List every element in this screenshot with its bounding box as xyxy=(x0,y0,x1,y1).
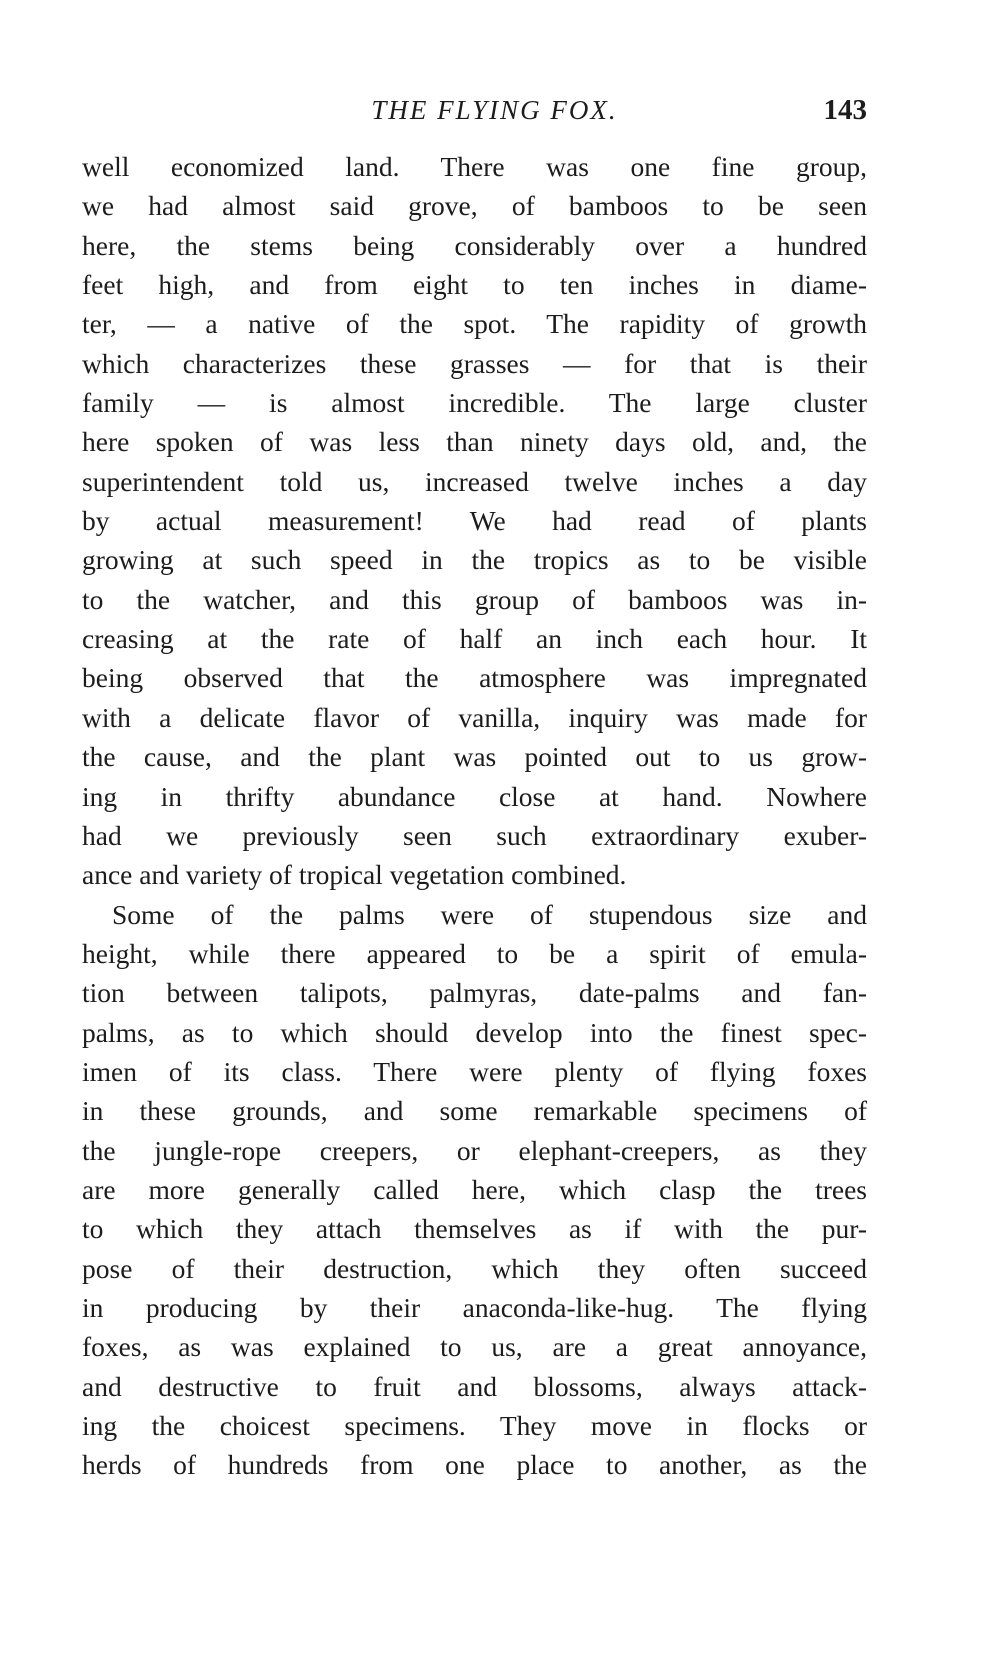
text-line: to which they attach themselves as if with the pur- xyxy=(82,1213,867,1245)
text-line: ing the choicest specimens. They move in flocks or xyxy=(82,1410,867,1441)
text-line: ter, — a native of the spot. The rapidity of growth xyxy=(82,308,867,340)
text-line: which characterizes these grasses — for that is their xyxy=(82,347,867,379)
text-line: by actual measurement! We had read of plants xyxy=(82,505,867,537)
text-line: the cause, and the plant was pointed out to us grow- xyxy=(82,741,867,773)
text-line: height, while there appeared to be a spirit of emula- xyxy=(82,937,867,969)
text-line: to the watcher, and this group of bamboos was in- xyxy=(82,583,867,615)
text-line: feet high, and from eight to ten inches in diame- xyxy=(82,269,867,301)
text-line: we had almost said grove, of bamboos to be seen xyxy=(82,190,867,222)
text-line: growing at such speed in the tropics as to be visible xyxy=(82,544,867,576)
text-line: in producing by their anaconda-like-hug. The flying xyxy=(82,1291,867,1323)
text-line: in these grounds, and some remarkable specimens of xyxy=(82,1095,867,1127)
text-line: palms, as to which should develop into the finest spec- xyxy=(82,1016,867,1048)
body-text xyxy=(82,147,867,1485)
text-line: pose of their destruction, which they often succeed xyxy=(82,1252,867,1284)
text-line: here, the stems being considerably over a hundred xyxy=(82,229,867,261)
text-line: the jungle-rope creepers, or elephant-creepers, as they xyxy=(82,1134,867,1166)
text-line: herds of hundreds from one place to another, as the xyxy=(82,1449,867,1481)
text-line: Some of the palms were of stupendous size and xyxy=(112,898,867,930)
text-line: family — is almost incredible. The large cluster xyxy=(82,387,867,419)
text-line: are more generally called here, which clasp the trees xyxy=(82,1173,867,1205)
running-title: THE FLYING FOX. xyxy=(371,95,618,125)
page-number: 143 xyxy=(823,94,867,126)
paragraph-2 xyxy=(82,895,867,1485)
text-line: creasing at the rate of half an inch each hour. It xyxy=(82,623,867,655)
text-line: with a delicate flavor of vanilla, inquiry was made for xyxy=(82,701,867,733)
text-line: here spoken of was less than ninety days old, and, the xyxy=(82,426,867,458)
text-line: being observed that the atmosphere was impregnated xyxy=(82,662,867,694)
text-line: tion between talipots, palmyras, date-palms and fan- xyxy=(82,977,867,1009)
text-line: imen of its class. There were plenty of flying foxes xyxy=(82,1055,867,1087)
text-line: had we previously seen such extraordinary exuber- xyxy=(82,819,867,851)
paragraph-1 xyxy=(82,147,867,895)
text-line: foxes, as was explained to us, are a great annoyance, xyxy=(82,1331,867,1363)
text-line: well economized land. There was one fine group, xyxy=(82,151,867,182)
text-line: ance and variety of tropical vegetation combined. xyxy=(82,859,627,891)
text-line: ing in thrifty abundance close at hand. Nowhere xyxy=(82,780,867,812)
text-line: and destructive to fruit and blossoms, always attack- xyxy=(82,1370,867,1402)
text-line: superintendent told us, increased twelve inches a day xyxy=(82,465,867,497)
running-head xyxy=(82,90,867,130)
